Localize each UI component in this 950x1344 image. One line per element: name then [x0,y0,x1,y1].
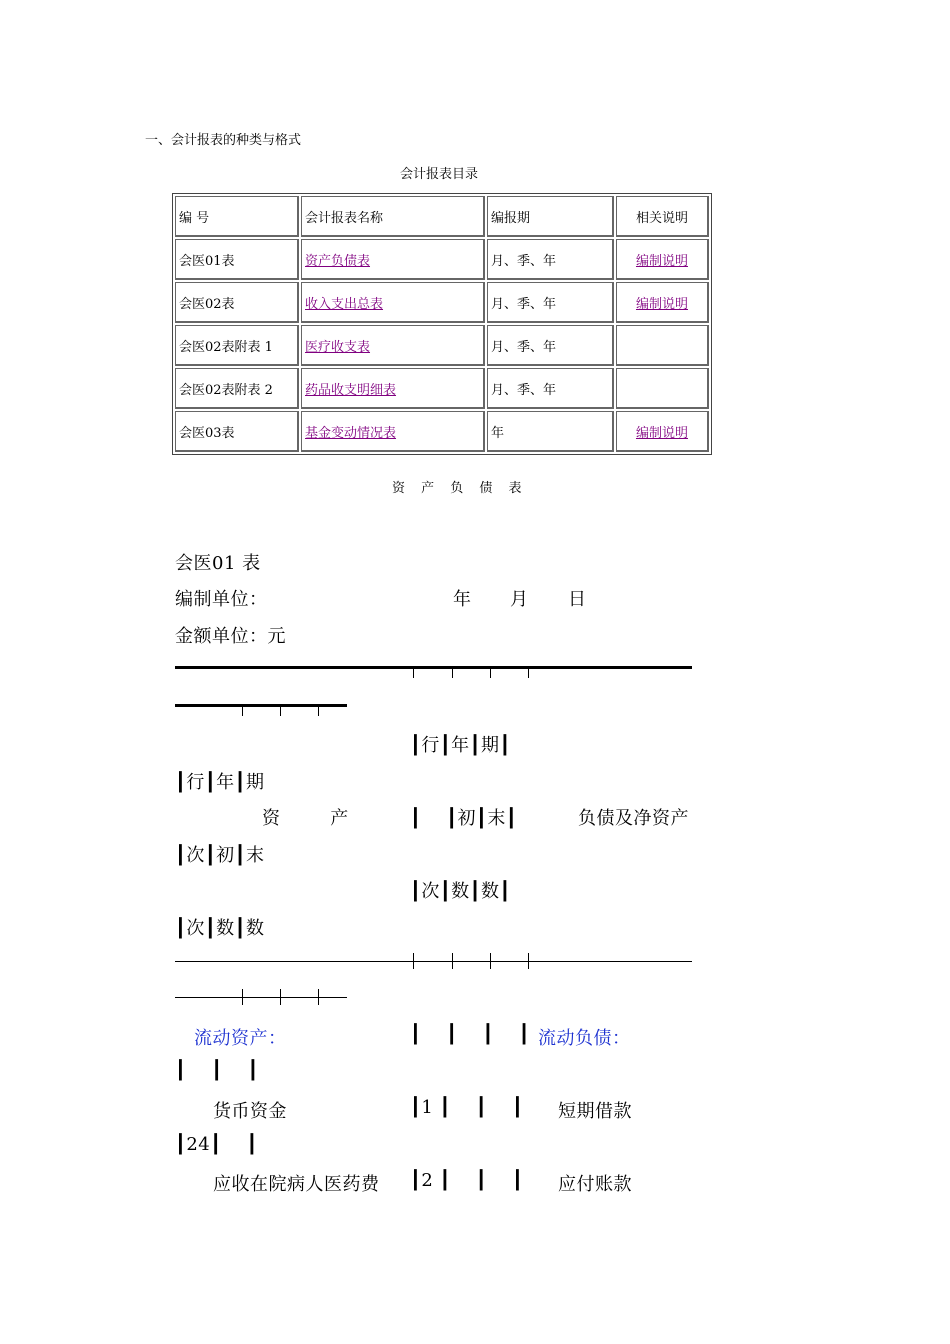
header-code: 编 号 [175,196,299,237]
rule-top [175,666,692,669]
rule-cross [528,953,529,969]
receivable-row-bars: ┃2 ┃ ┃ ┃ [410,1170,524,1191]
receivable-inpatient-label: 应收在院病人医药费 [213,1174,380,1195]
date-month: 月 [510,589,529,610]
rule-cross [452,953,453,969]
rule-cross [490,953,491,969]
catalog-title: 会计报表目录 [400,167,479,182]
header-line-4: ┃次┃初┃末 [175,845,265,866]
row-code: 会医02表 [175,282,299,323]
section-title: 一、会计报表的种类与格式 [145,133,302,148]
rule-cross [280,989,281,1005]
row-period: 月、季、年 [487,368,614,409]
header-note: 相关说明 [616,196,709,237]
row-period: 年 [487,411,614,452]
form-code: 会医01 表 [175,553,261,574]
row-period: 月、季、年 [487,239,614,280]
rule-mid-2 [175,997,347,998]
current-assets-label: 流动资产： [194,1028,287,1049]
row-period: 月、季、年 [487,325,614,366]
current-liabilities-label: 流动负债： [538,1028,631,1049]
report-catalog-table [172,193,712,455]
amount-unit: 金额单位：元 [175,626,286,647]
cash-label: 货币资金 [213,1101,287,1122]
header-period: 编报期 [487,196,614,237]
note-link[interactable]: 编制说明 [635,425,688,441]
report-link-fund[interactable]: 基金变动情况表 [305,425,397,441]
row-code: 会医03表 [175,411,299,452]
row-note-empty [616,368,709,409]
rule-cross [318,989,319,1005]
table-header-row [175,196,709,237]
row-bars: ┃ ┃ ┃ ┃ [410,1024,531,1045]
accounts-payable-label: 应付账款 [558,1174,632,1195]
header-mid-bars: ┃ ┃初┃末┃ [410,808,518,829]
header-line-2: ┃行┃年┃期 [175,772,265,793]
rule-top-2 [175,704,347,707]
rule-cross [413,953,414,969]
row-code: 会医02表附表 2 [175,368,299,409]
table-row [175,282,709,323]
row-note-empty [616,325,709,366]
date-day: 日 [568,589,587,610]
rule-tick [318,704,319,716]
table-row [175,239,709,280]
report-link-medical[interactable]: 医疗收支表 [305,339,371,355]
short-term-loan-label: 短期借款 [558,1101,632,1122]
row-code: 会医01表 [175,239,299,280]
table-row [175,411,709,452]
report-link-drug[interactable]: 药品收支明细表 [305,382,397,398]
balance-sheet-title: 资 产 负 债 表 [392,481,528,496]
header-line-6: ┃次┃数┃数 [175,918,265,939]
short-term-loan-cont: ┃24┃ ┃ [175,1134,258,1155]
unit-label: 编制单位： [175,589,268,610]
date-year: 年 [453,589,472,610]
liabilities-header: 负债及净资产 [578,808,689,829]
table-row [175,368,709,409]
row-period: 月、季、年 [487,282,614,323]
rule-cross [242,989,243,1005]
assets-header: 资 产 [262,808,349,829]
note-link[interactable]: 编制说明 [635,296,688,312]
rule-tick [452,666,453,678]
rule-tick [242,704,243,716]
rule-tick [490,666,491,678]
rule-tick [280,704,281,716]
header-line-5: ┃次┃数┃数┃ [410,881,511,902]
note-link[interactable]: 编制说明 [635,253,688,269]
rule-tick [413,666,414,678]
cash-row-bars: ┃1 ┃ ┃ ┃ [410,1097,524,1118]
row-bars-cont: ┃ ┃ ┃ [175,1060,259,1081]
report-link-balance-sheet[interactable]: 资产负债表 [305,253,371,269]
header-line-1: ┃行┃年┃期┃ [410,735,511,756]
report-link-income-expense[interactable]: 收入支出总表 [305,296,384,312]
rule-tick [528,666,529,678]
table-row [175,325,709,366]
header-name: 会计报表名称 [301,196,485,237]
row-code: 会医02表附表 1 [175,325,299,366]
rule-mid [175,961,692,962]
